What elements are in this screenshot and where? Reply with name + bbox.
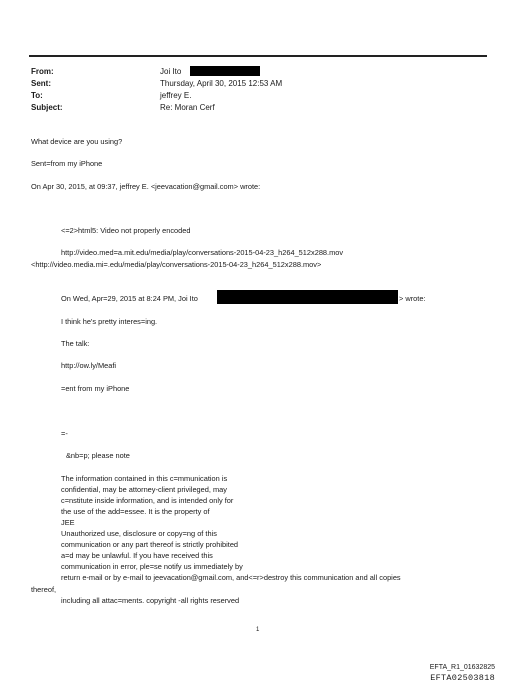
body-line: On Apr 30, 2015, at 09:37, jeffrey E. <jeevacation@gmail.com> wrote: — [31, 182, 261, 191]
disclaimer-line: communication or any part thereof is strictly prohibited — [61, 540, 239, 549]
subject-value: Re: Moran Cerf — [160, 103, 215, 112]
body-line: > wrote: — [399, 294, 426, 303]
disclaimer-line: the use of the add=essee. It is the property of — [61, 507, 210, 516]
disclaimer-line: return e-mail or by e-mail to jeevacation@gmail.com, and<=r>destroy this communication and all copies — [61, 573, 401, 582]
from-label: From: — [31, 67, 54, 76]
header-rule — [29, 55, 487, 57]
redaction-block — [217, 290, 398, 304]
subject-label: Subject: — [31, 103, 63, 112]
body-line: The talk: — [61, 339, 90, 348]
disclaimer-line: c=nstitute inside information, and is intended only for — [61, 496, 234, 505]
body-line: I think he's pretty interes=ing. — [61, 317, 158, 326]
to-value: jeffrey E. — [160, 91, 192, 100]
body-line: <=2>html5: Video not properly encoded — [61, 226, 191, 235]
body-line: <http://video.media.mi=.edu/media/play/conversations-2015-04-23_h264_512x288.mov> — [31, 260, 322, 269]
footer-reference: EFTA02503818 — [430, 673, 495, 683]
body-line: Sent=from my iPhone — [31, 159, 103, 168]
disclaimer-line: JEE — [61, 518, 75, 527]
footer-reference: EFTA_R1_01632825 — [429, 664, 495, 671]
disclaimer-line: thereof, — [31, 585, 57, 594]
sent-label: Sent: — [31, 79, 51, 88]
body-line: http://video.med=a.mit.edu/media/play/conversations-2015-04-23_h264_512x288.mov — [61, 248, 344, 257]
from-value: Joi Ito — [160, 67, 182, 76]
body-line: =- — [61, 429, 68, 438]
body-line: On Wed, Apr=29, 2015 at 8:24 PM, Joi Ito — [61, 294, 198, 303]
disclaimer-line: Unauthorized use, disclosure or copy=ng of this — [61, 529, 217, 538]
body-line: http://ow.ly/Meafi — [61, 361, 117, 370]
page-number: 1 — [256, 627, 260, 633]
body-line: What device are you using? — [31, 137, 123, 146]
disclaimer-line: including all attac=ments. copyright -all rights reserved — [61, 596, 240, 605]
disclaimer-line: a=d may be unlawful. If you have received this — [61, 551, 213, 560]
disclaimer-line: communication in error, ple=se notify us immediately by — [61, 562, 243, 571]
redaction-block — [190, 66, 260, 76]
body-line: &nb=p; please note — [66, 451, 130, 460]
disclaimer-line: The information contained in this c=mmunication is — [61, 474, 228, 483]
to-label: To: — [31, 91, 43, 100]
disclaimer-line: confidential, may be attorney-client privileged, may — [61, 485, 227, 494]
sent-value: Thursday, April 30, 2015 12:53 AM — [160, 79, 283, 88]
body-line: =ent from my iPhone — [61, 384, 130, 393]
